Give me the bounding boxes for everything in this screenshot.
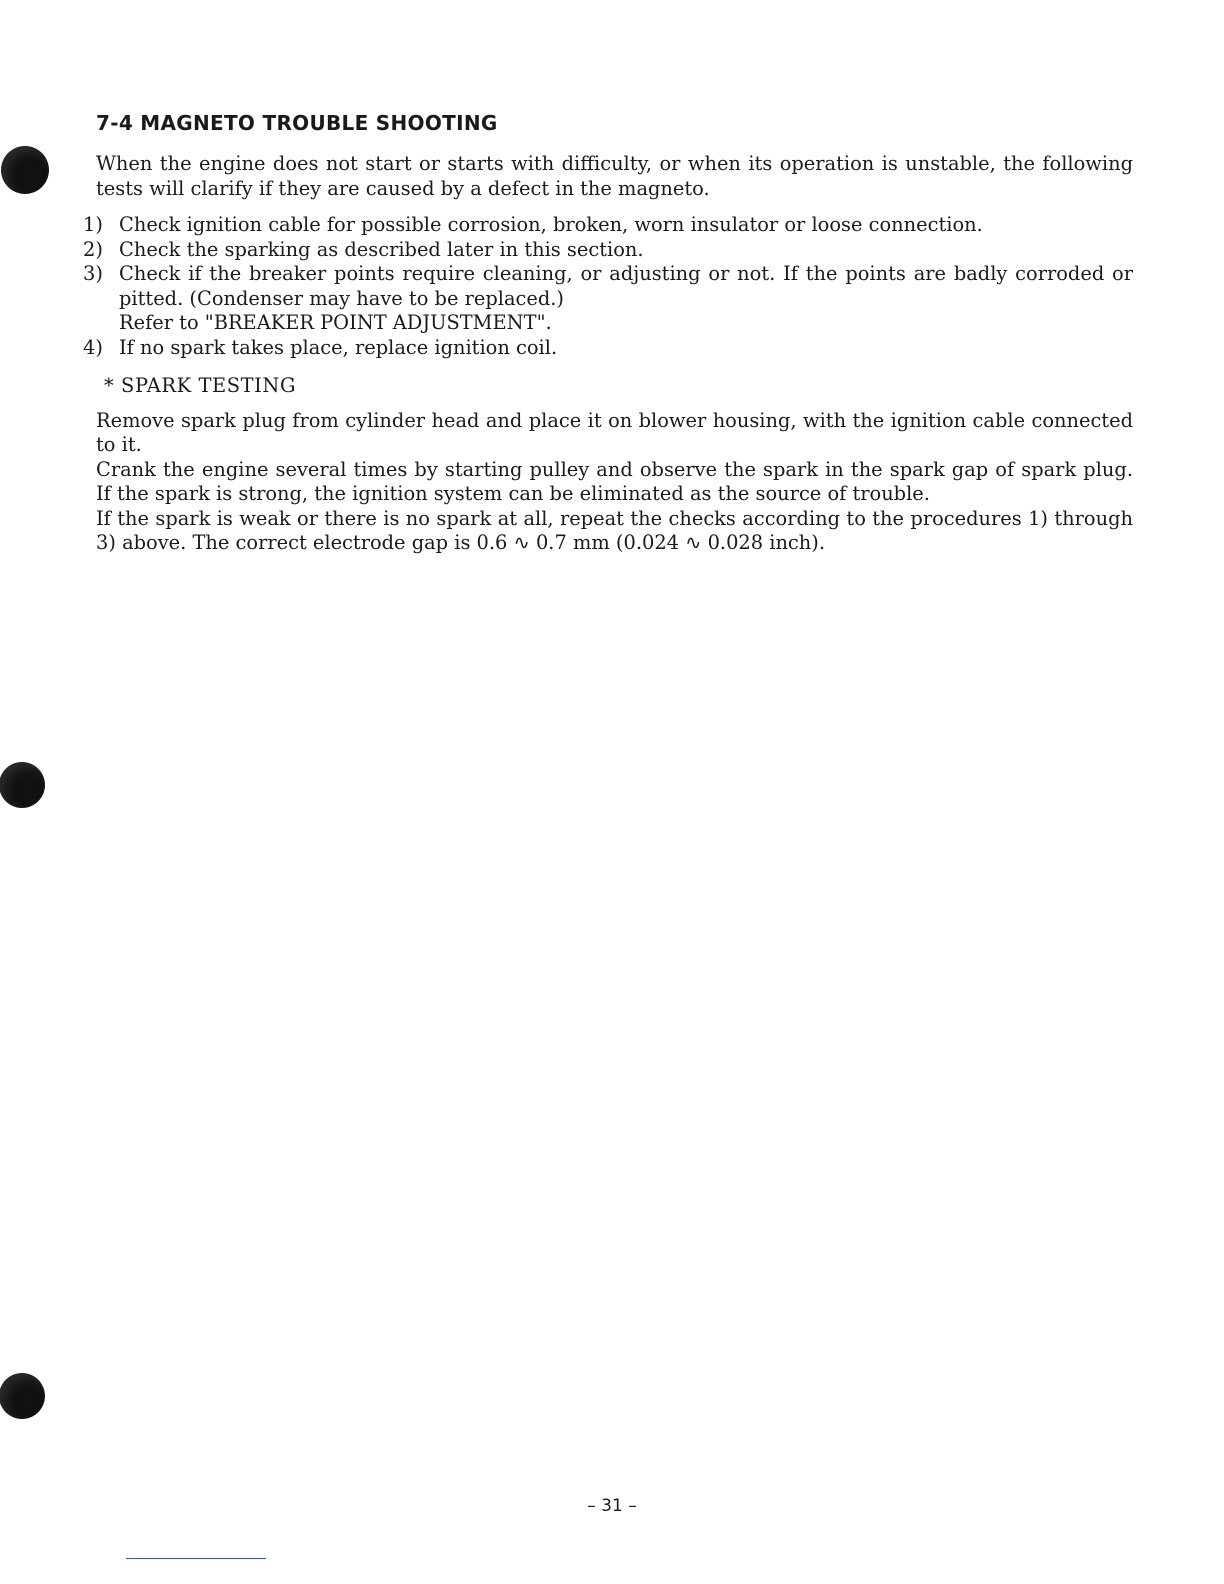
spark-paragraph: Crank the engine several times by starting pulley and observe the spark in the spark gap of spark plug. If the spark is strong, the ignition system can be eliminated as the source of trouble.: [96, 457, 1133, 505]
list-item: [83, 335, 1133, 361]
spark-paragraph: If the spark is weak or there is no spark at all, repeat the checks according to the procedures 1) through 3) above. The correct electrode gap is 0.6 ∿ 0.7 mm (0.024 ∿ 0.028 inch).: [96, 506, 1133, 554]
list-item-number: 4): [83, 335, 103, 359]
punch-hole: [0, 762, 45, 808]
list-item: [83, 262, 1133, 336]
list-item-line: Check ignition cable for possible corrosion, broken, worn insulator or loose connection.: [119, 213, 983, 236]
list-item-number: 1): [83, 213, 103, 236]
list-item-line: Refer to "BREAKER POINT ADJUSTMENT".: [119, 311, 552, 334]
list-item-line: If no spark takes place, replace ignition coil.: [119, 335, 558, 359]
list-item-text: [119, 238, 1133, 263]
punch-hole: [1, 146, 49, 194]
intro-paragraph: When the engine does not start or starts with difficulty, or when its operation is unstable, the following tests will clarify if they are caused by a defect in the magneto.: [96, 152, 1133, 200]
list-item-number: 3): [83, 262, 103, 285]
spark-testing-heading: * SPARK TESTING: [104, 374, 297, 397]
list-item: [83, 237, 1133, 263]
check-list: [83, 213, 1133, 360]
list-item-line: Check if the breaker points require cleaning, or adjusting or not. If the points are badly corroded or pitted. (Condenser may have to be replaced.): [119, 262, 1133, 310]
divider: [126, 1558, 266, 1559]
list-item-text: [119, 336, 1133, 361]
list-item: [83, 213, 1133, 238]
document-body: [83, 108, 1133, 556]
section-heading: 7-4 MAGNETO TROUBLE SHOOTING: [96, 111, 498, 135]
list-item-line: Check the sparking as described later in this section.: [119, 237, 644, 261]
spark-paragraph: Remove spark plug from cylinder head and place it on blower housing, with the ignition cable connected to it.: [96, 408, 1133, 456]
list-item-number: 2): [83, 237, 103, 261]
page-number: – 31 –: [587, 1496, 637, 1516]
list-item-text: [119, 213, 1133, 238]
punch-hole: [0, 1373, 45, 1419]
list-item-text: [119, 262, 1133, 336]
